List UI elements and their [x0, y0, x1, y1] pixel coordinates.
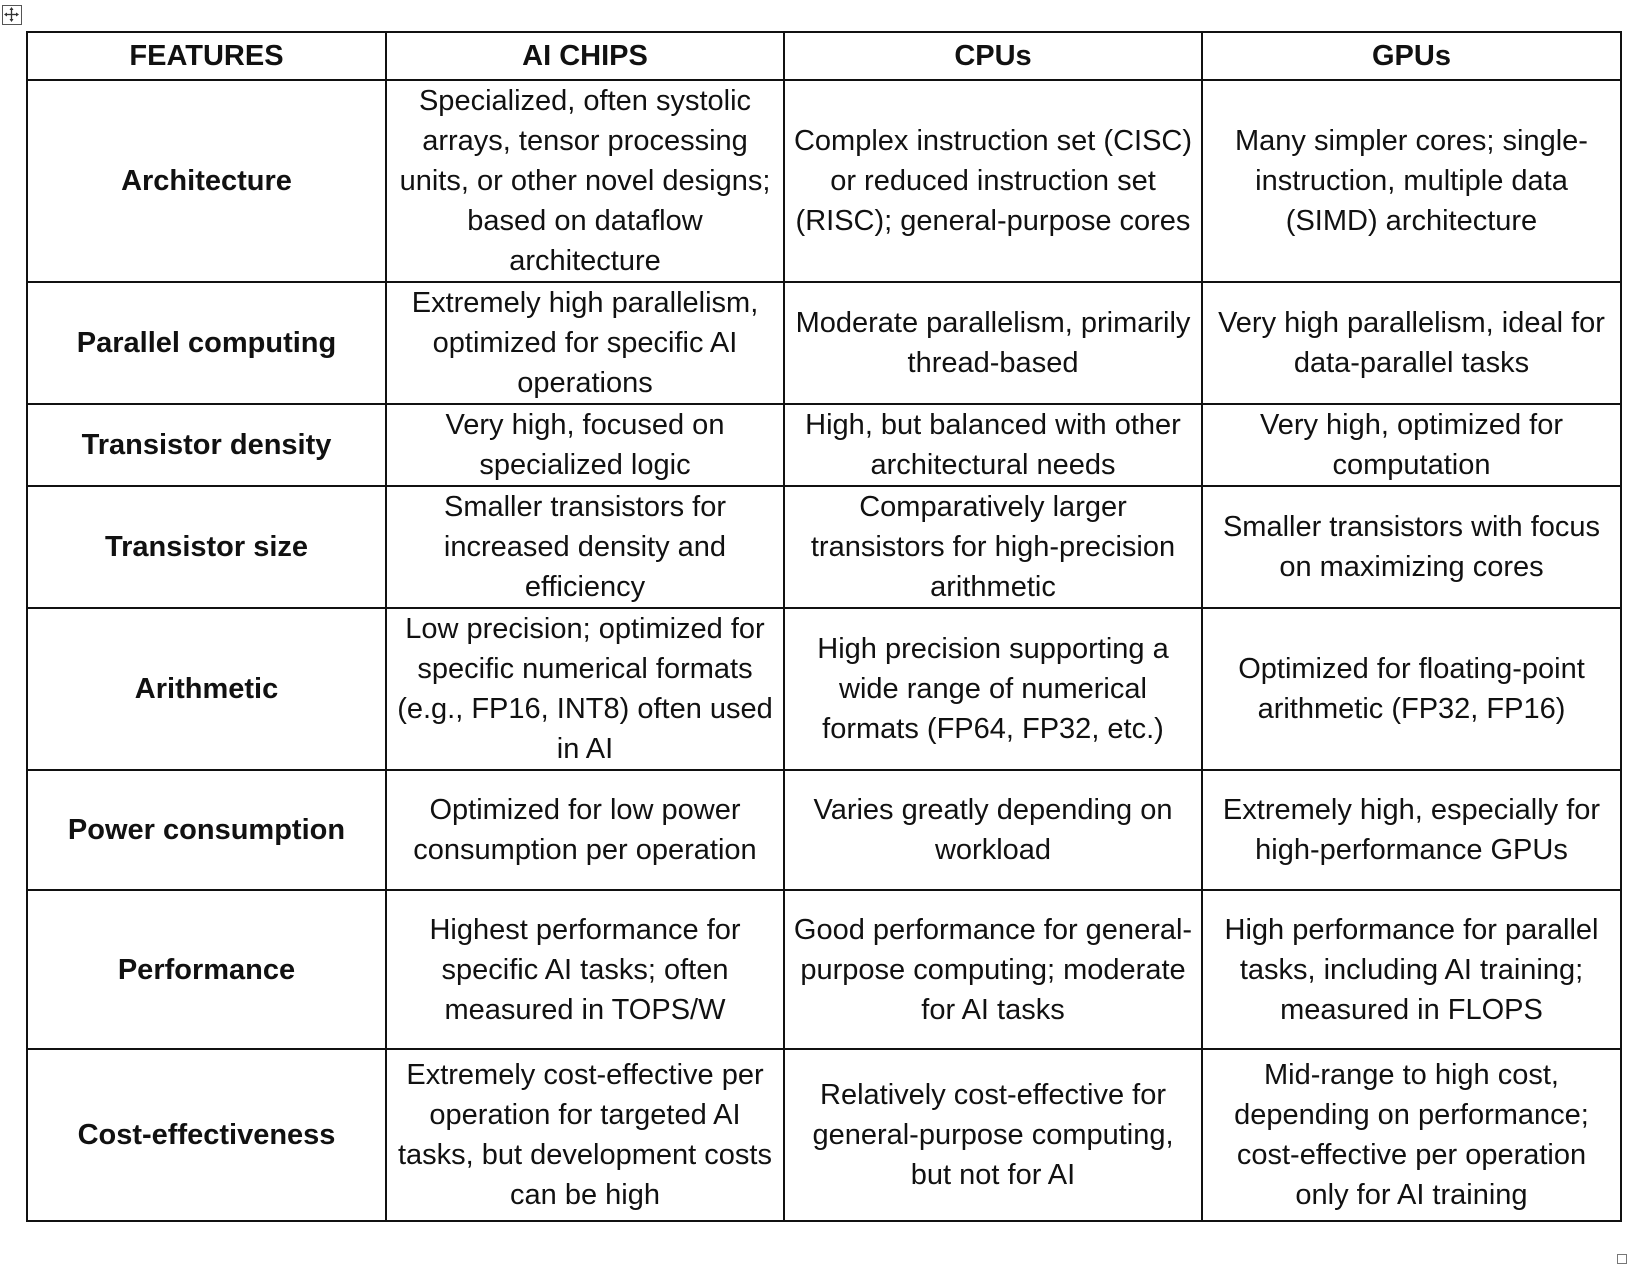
ai-chips-cell: Extremely cost-effective per operation for targeted AI tasks, but development costs can be high [386, 1049, 784, 1221]
cpus-cell: High, but balanced with other architectural needs [784, 404, 1202, 486]
row-feature-cell: Transistor size [27, 486, 386, 608]
table-row [27, 486, 1621, 608]
ai-chips-cell: Very high, focused on specialized logic [386, 404, 784, 486]
ai-chips-cell: Smaller transistors for increased density and efficiency [386, 486, 784, 608]
ai-chips-cell: Highest performance for specific AI tasks; often measured in TOPS/W [386, 890, 784, 1049]
table-row [27, 770, 1621, 890]
gpus-cell: Extremely high, especially for high-performance GPUs [1202, 770, 1621, 890]
row-feature-cell: Arithmetic [27, 608, 386, 770]
table-row [27, 80, 1621, 282]
gpus-cell: Smaller transistors with focus on maximizing cores [1202, 486, 1621, 608]
ai-chips-cell: Low precision; optimized for specific numerical formats (e.g., FP16, INT8) often used in AI [386, 608, 784, 770]
row-feature-cell: Parallel computing [27, 282, 386, 404]
gpus-cell: Very high, optimized for computation [1202, 404, 1621, 486]
row-feature-cell: Architecture [27, 80, 386, 282]
row-feature-cell: Cost-effectiveness [27, 1049, 386, 1221]
table-row [27, 608, 1621, 770]
gpus-cell: Very high parallelism, ideal for data-parallel tasks [1202, 282, 1621, 404]
cpus-cell: Moderate parallelism, primarily thread-based [784, 282, 1202, 404]
row-feature-cell: Power consumption [27, 770, 386, 890]
header-features: FEATURES [27, 32, 386, 80]
table-row [27, 404, 1621, 486]
gpus-cell: Mid-range to high cost, depending on performance; cost-effective per operation only for AI training [1202, 1049, 1621, 1221]
table-move-handle-icon[interactable] [2, 5, 22, 25]
table-row [27, 282, 1621, 404]
comparison-table [26, 31, 1622, 1222]
cpus-cell: High precision supporting a wide range of numerical formats (FP64, FP32, etc.) [784, 608, 1202, 770]
header-gpus: GPUs [1202, 32, 1621, 80]
ai-chips-cell: Optimized for low power consumption per operation [386, 770, 784, 890]
header-ai-chips: AI CHIPS [386, 32, 784, 80]
row-feature-cell: Performance [27, 890, 386, 1049]
cpus-cell: Varies greatly depending on workload [784, 770, 1202, 890]
cpus-cell: Comparatively larger transistors for high-precision arithmetic [784, 486, 1202, 608]
gpus-cell: High performance for parallel tasks, including AI training; measured in FLOPS [1202, 890, 1621, 1049]
ai-chips-cell: Extremely high parallelism, optimized for specific AI operations [386, 282, 784, 404]
gpus-cell: Many simpler cores; single-instruction, multiple data (SIMD) architecture [1202, 80, 1621, 282]
table-row [27, 890, 1621, 1049]
ai-chips-cell: Specialized, often systolic arrays, tensor processing units, or other novel designs; based on dataflow architecture [386, 80, 784, 282]
header-cpus: CPUs [784, 32, 1202, 80]
table-row [27, 1049, 1621, 1221]
cpus-cell: Complex instruction set (CISC) or reduced instruction set (RISC); general-purpose cores [784, 80, 1202, 282]
cpus-cell: Good performance for general-purpose computing; moderate for AI tasks [784, 890, 1202, 1049]
gpus-cell: Optimized for floating-point arithmetic (FP32, FP16) [1202, 608, 1621, 770]
cpus-cell: Relatively cost-effective for general-purpose computing, but not for AI [784, 1049, 1202, 1221]
row-feature-cell: Transistor density [27, 404, 386, 486]
table-resize-handle-icon[interactable] [1617, 1254, 1627, 1264]
header-row [27, 32, 1621, 80]
